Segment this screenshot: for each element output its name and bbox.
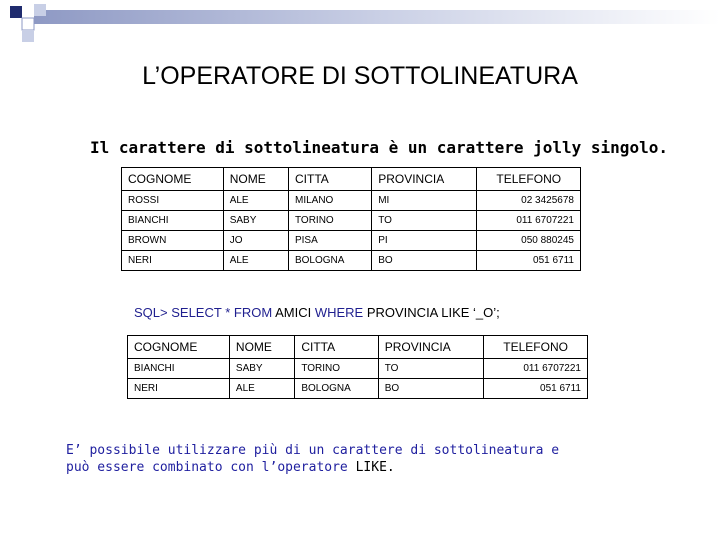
cell-nome: ALE xyxy=(223,251,288,271)
cell-cognome: BIANCHI xyxy=(128,359,230,379)
sql-statement xyxy=(134,304,500,322)
header-telefono: TELEFONO xyxy=(484,336,588,359)
sql-prompt: SQL> xyxy=(134,305,168,320)
cell-cognome: BIANCHI xyxy=(122,211,224,231)
square-light-icon xyxy=(34,4,46,16)
square-light-icon xyxy=(22,30,34,42)
header-gradient-bar xyxy=(34,10,720,24)
header-nome: NOME xyxy=(229,336,294,359)
cell-citta: BOLOGNA xyxy=(295,379,378,399)
cell-citta: TORINO xyxy=(295,359,378,379)
cell-nome: JO xyxy=(223,231,288,251)
cell-citta: BOLOGNA xyxy=(288,251,371,271)
sql-select-keyword: SELECT xyxy=(171,305,222,320)
subtitle: Il carattere di sottolineatura è un carattere jolly singolo. xyxy=(90,138,668,157)
page-title: L’OPERATORE DI SOTTOLINEATURA xyxy=(142,62,578,90)
cell-citta: MILANO xyxy=(288,191,371,211)
sql-star: * xyxy=(225,305,231,320)
sql-where-keyword: WHERE xyxy=(314,305,364,320)
header-provincia: PROVINCIA xyxy=(372,168,477,191)
cell-citta: PISA xyxy=(288,231,371,251)
cell-provincia: BO xyxy=(372,251,477,271)
cell-provincia: MI xyxy=(372,191,477,211)
header-cognome: COGNOME xyxy=(122,168,224,191)
cell-nome: ALE xyxy=(223,191,288,211)
sql-from-keyword: FROM xyxy=(233,305,273,320)
cell-telefono: 02 3425678 xyxy=(477,191,581,211)
cell-nome: SABY xyxy=(229,359,294,379)
cell-telefono: 011 6707221 xyxy=(484,359,588,379)
table-query-result xyxy=(127,335,588,399)
header-cognome: COGNOME xyxy=(128,336,230,359)
cell-citta: TORINO xyxy=(288,211,371,231)
table-amici-full xyxy=(121,167,581,271)
cell-provincia: BO xyxy=(378,379,484,399)
cell-telefono: 050 880245 xyxy=(477,231,581,251)
cell-provincia: TO xyxy=(372,211,477,231)
square-outline-icon xyxy=(22,18,34,30)
table-row xyxy=(128,359,588,379)
table-row xyxy=(122,211,581,231)
header-provincia: PROVINCIA xyxy=(378,336,484,359)
table-row xyxy=(122,251,581,271)
cell-telefono: 051 6711 xyxy=(477,251,581,271)
header-telefono: TELEFONO xyxy=(477,168,581,191)
decorative-header-squares xyxy=(0,0,720,60)
sql-table-name: AMICI xyxy=(275,305,312,320)
table-header-row xyxy=(122,168,581,191)
table-row xyxy=(128,379,588,399)
cell-provincia: PI xyxy=(372,231,477,251)
cell-nome: ALE xyxy=(229,379,294,399)
table-row xyxy=(122,231,581,251)
header-citta: CITTA xyxy=(288,168,371,191)
cell-telefono: 051 6711 xyxy=(484,379,588,399)
header-nome: NOME xyxy=(223,168,288,191)
sql-condition: PROVINCIA LIKE ‘_O’; xyxy=(366,305,500,320)
header-citta: CITTA xyxy=(295,336,378,359)
table-header-row xyxy=(128,336,588,359)
cell-nome: SABY xyxy=(223,211,288,231)
cell-cognome: NERI xyxy=(122,251,224,271)
cell-cognome: NERI xyxy=(128,379,230,399)
note-text: E’ possibile utilizzare più di un carattere di sottolineatura e può essere combinato con l’operatore xyxy=(66,443,560,475)
note-keyword: LIKE. xyxy=(355,460,395,475)
square-dark-icon xyxy=(10,6,22,18)
cell-provincia: TO xyxy=(378,359,484,379)
cell-cognome: BROWN xyxy=(122,231,224,251)
table-row xyxy=(122,191,581,211)
cell-telefono: 011 6707221 xyxy=(477,211,581,231)
explanatory-note xyxy=(66,442,586,476)
cell-cognome: ROSSI xyxy=(122,191,224,211)
